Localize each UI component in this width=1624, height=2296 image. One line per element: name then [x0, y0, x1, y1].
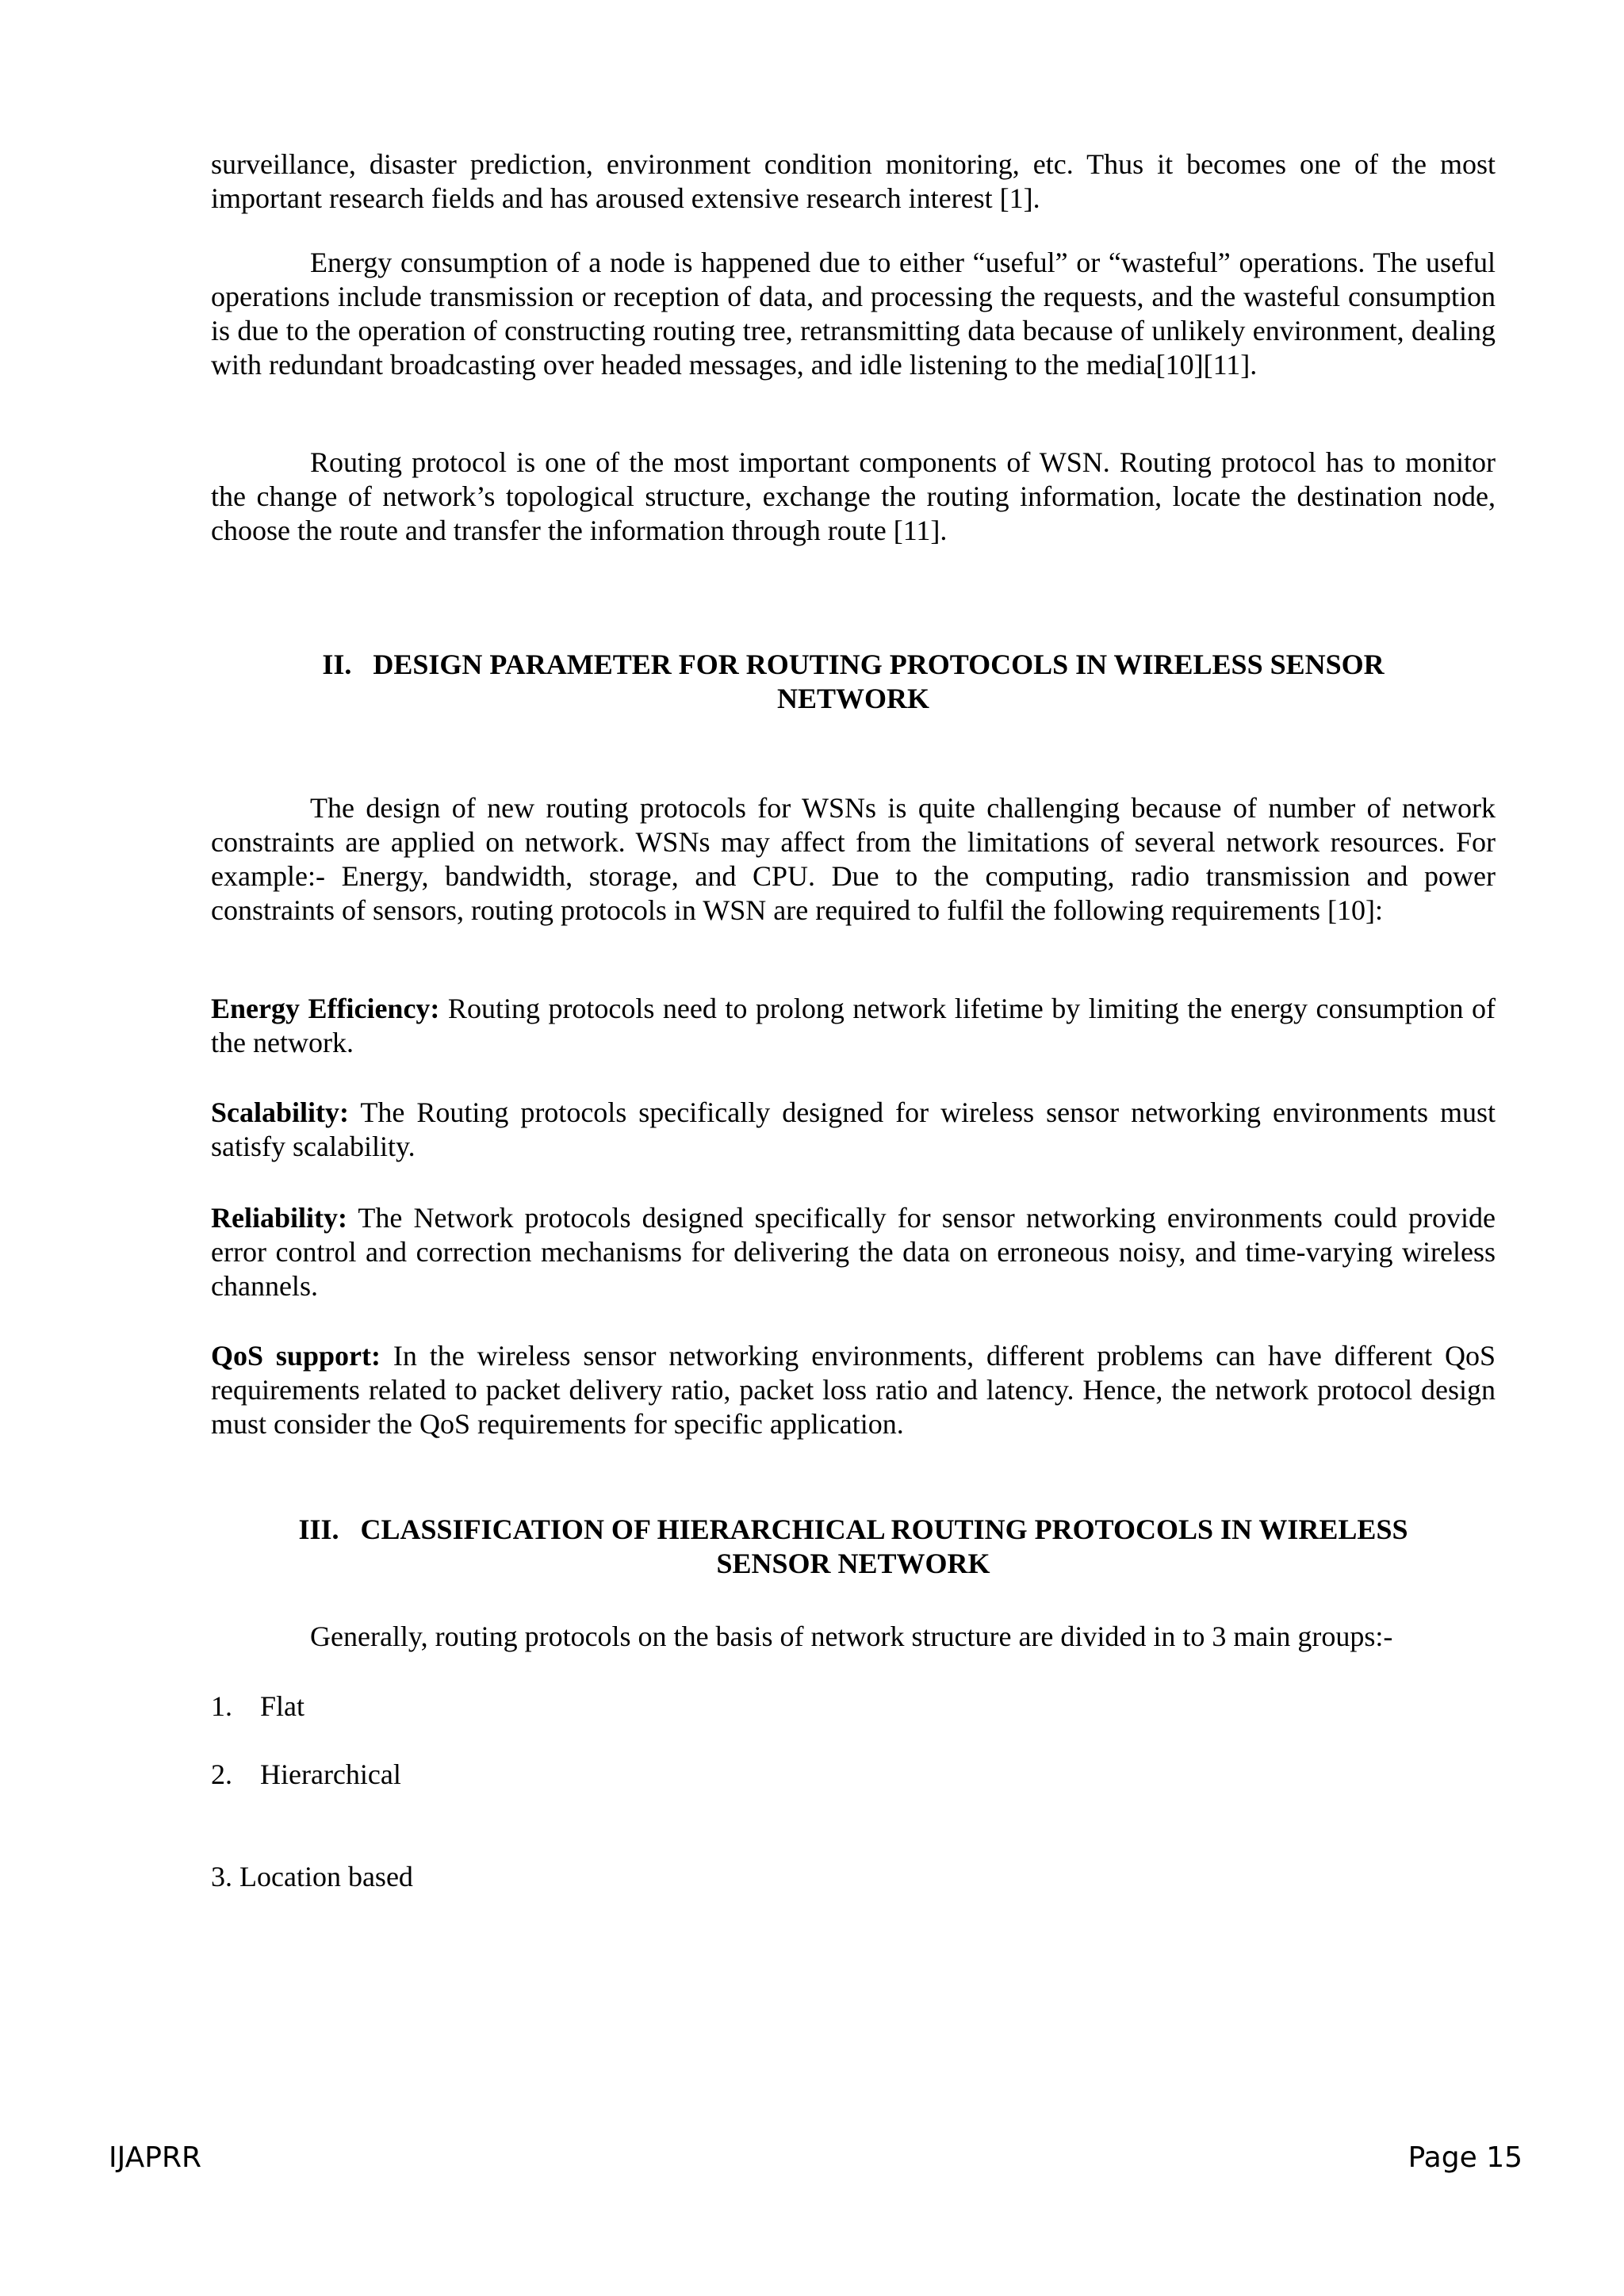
- requirement-text: Routing protocols need to prolong network lifetime by limiting the energy consumption of the network.: [211, 993, 1496, 1058]
- section-2-heading-line1: II. DESIGN PARAMETER FOR ROUTING PROTOCOLS IN WIRELESS SENSOR: [322, 649, 1385, 680]
- requirement-energy-efficiency: [211, 992, 1496, 1060]
- section-3-heading-line2: SENSOR NETWORK: [716, 1548, 990, 1579]
- list-item-location-based: 3. Location based: [211, 1861, 413, 1892]
- requirement-scalability: [211, 1096, 1496, 1164]
- requirement-term: Energy Efficiency:: [211, 993, 440, 1024]
- paragraph-continuation: surveillance, disaster prediction, environment condition monitoring, etc. Thus it becomes one of the most important research fields and has aroused extensive research interest [1].: [211, 148, 1496, 214]
- list-item-hierarchical: [211, 1758, 401, 1792]
- footer-journal-name: IJAPRR: [109, 2141, 201, 2174]
- requirement-text: The Routing protocols specifically designed for wireless sensor networking environments must satisfy scalability.: [211, 1096, 1496, 1162]
- requirement-text: In the wireless sensor networking environments, different problems can have different QoS requirements related to packet delivery ratio, packet loss ratio and latency. Hence, the network protocol design must consider the QoS requirements for specific application.: [211, 1340, 1496, 1440]
- section-2-heading: [211, 648, 1496, 716]
- requirement-text: The Network protocols designed specifically for sensor networking environments could provide error control and correction mechanisms for delivering the data on erroneous noisy, and time-varying wireless channels.: [211, 1202, 1496, 1302]
- list-number: 1.: [211, 1690, 232, 1722]
- requirement-term: QoS support:: [211, 1340, 381, 1372]
- section-3-heading-line1: III. CLASSIFICATION OF HIERARCHICAL ROUTING PROTOCOLS IN WIRELESS: [298, 1513, 1408, 1545]
- requirement-qos-support: [211, 1339, 1496, 1441]
- requirement-term: Scalability:: [211, 1096, 350, 1128]
- section-3-heading: [211, 1513, 1496, 1581]
- list-number: 2.: [211, 1758, 232, 1790]
- list-item-flat: [211, 1689, 304, 1724]
- requirement-term: Reliability:: [211, 1202, 347, 1234]
- paragraph-energy-consumption: Energy consumption of a node is happened due to either “useful” or “wasteful” operations. The useful operations include transmission or reception of data, and processing the requests, and the wasteful consumption is due to the operation of constructing routing tree, retransmitting data because of unlikely environment, dealing with redundant broadcasting over headed messages, and idle listening to the media[10][11].: [211, 247, 1496, 381]
- list-label: Flat: [260, 1690, 305, 1722]
- section-2-heading-line2: NETWORK: [776, 683, 930, 714]
- paragraph-routing-protocol: Routing protocol is one of the most important components of WSN. Routing protocol has to monitor the change of network’s topological structure, exchange the routing information, locate the destination node, choose the route and transfer the information through route [11].: [211, 446, 1496, 546]
- footer-page-number: Page 15: [1408, 2141, 1522, 2174]
- section-2-intro: The design of new routing protocols for WSNs is quite challenging because of number of network constraints are applied on network. WSNs may affect from the limitations of several network resources. For example:- Energy, bandwidth, storage, and CPU. Due to the computing, radio transmission and power constraints of sensors, routing protocols in WSN are required to fulfil the following requirements [10]:: [211, 792, 1496, 926]
- list-label: Hierarchical: [260, 1758, 401, 1790]
- section-3-intro: Generally, routing protocols on the basis of network structure are divided in to 3 main groups:-: [310, 1621, 1393, 1652]
- requirement-reliability: [211, 1201, 1496, 1303]
